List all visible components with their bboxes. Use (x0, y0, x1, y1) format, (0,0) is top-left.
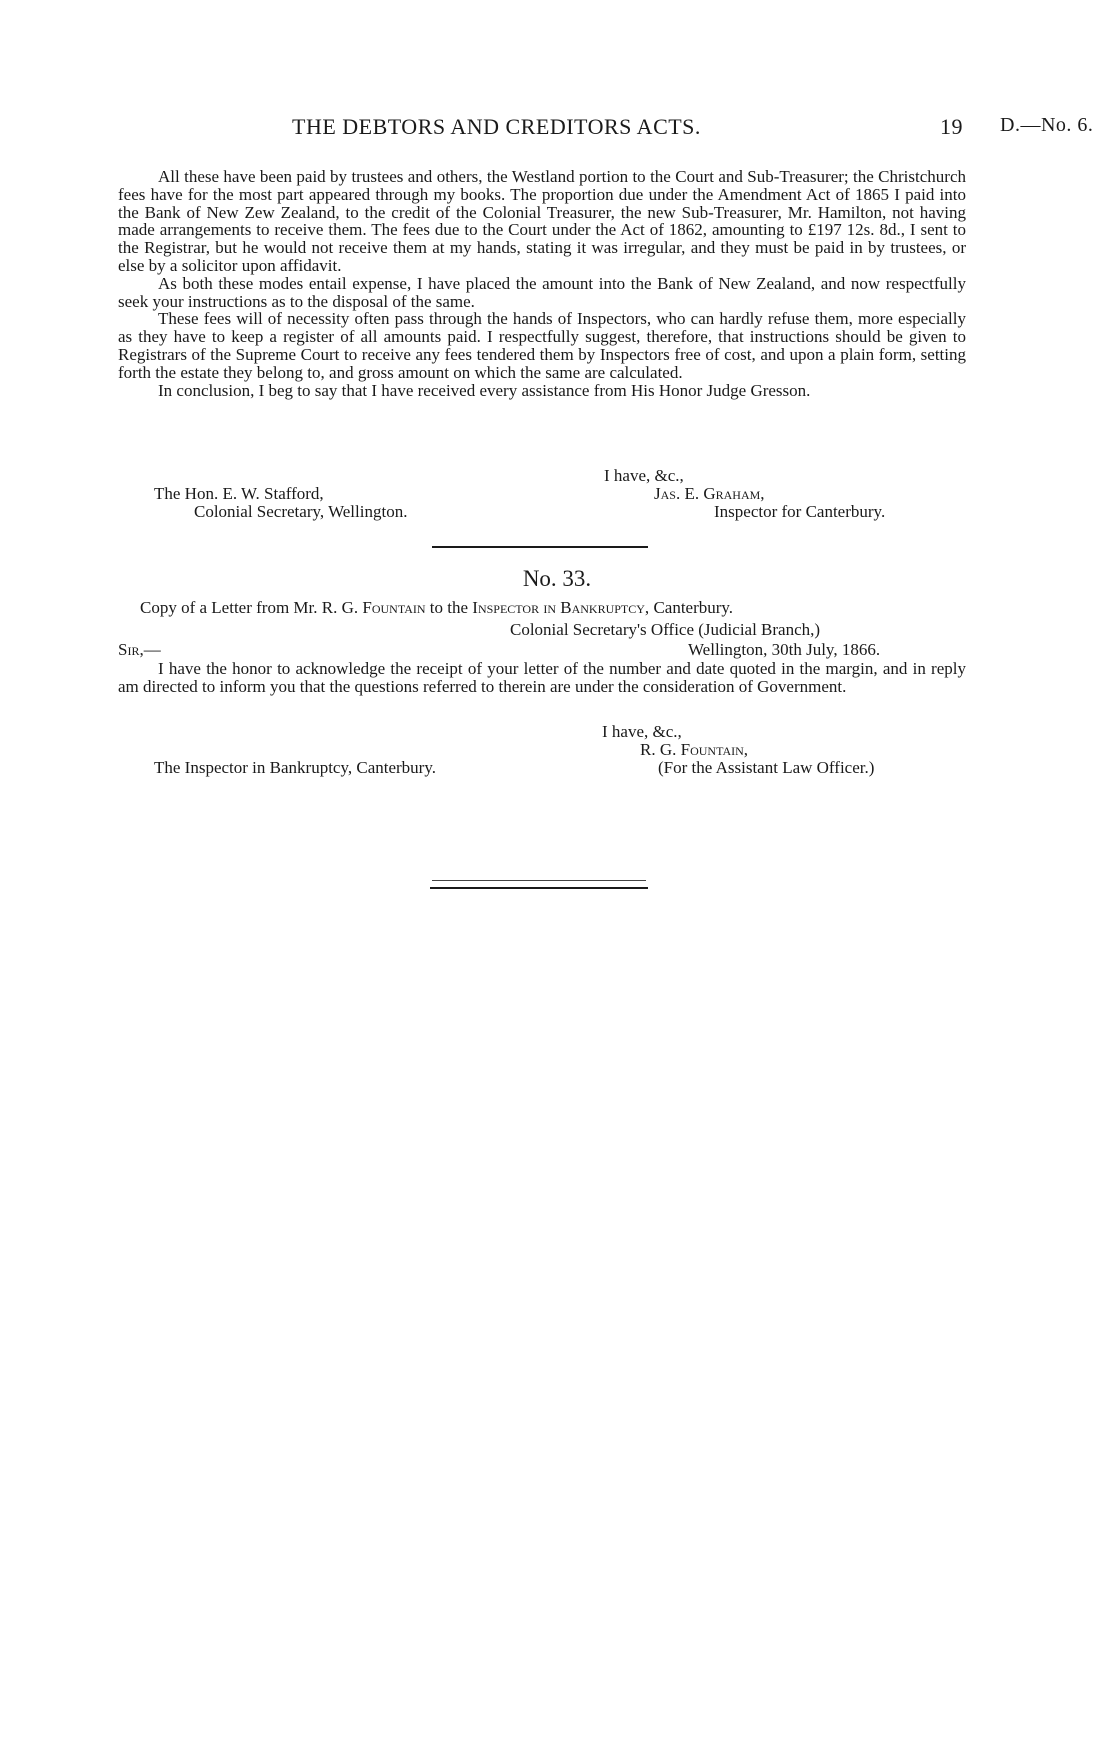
section-divider (432, 546, 648, 548)
page-number: 19 (940, 114, 963, 139)
paragraph: In conclusion, I beg to say that I have received every assistance from His Honor Judge Gresson. (158, 380, 811, 400)
letter-1-body (118, 168, 966, 399)
end-divider-thick (430, 887, 648, 889)
end-divider-thin (432, 880, 646, 881)
signatory (654, 484, 765, 504)
closing-line: I have, &c., (604, 466, 684, 485)
letter-subheading (140, 598, 733, 618)
paragraph: These fees will of necessity often pass through the hands of Inspectors, who can hardly refuse them, more especially as they have to keep a register of all amounts paid. I respectfully suggest, therefore, that instructions should be given to Registrars of the Supreme Court to receive any fees tendered them by Inspectors free of cost, and upon a plain form, setting forth the estate they belong to, and gross amount on which the same are calculated. (118, 309, 966, 382)
paragraph: I have the honor to acknowledge the receipt of your letter of the number and date quoted in the margin, and in reply am directed to inform you that the questions referred to therein are under the consideration of Government. (118, 659, 966, 696)
date-line: Wellington, 30th July, 1866. (688, 640, 881, 659)
letter-2-body (118, 660, 966, 696)
office-line: Colonial Secretary's Office (Judicial Branch,) (510, 620, 821, 639)
subheading-prefix: Copy of a Letter from Mr. R. G. (140, 598, 359, 617)
closing-line: I have, &c., (602, 722, 682, 741)
letter-number-heading: No. 33. (522, 566, 592, 591)
subheading-to-word: to the (429, 598, 469, 617)
subheading-place: Canterbury. (653, 598, 734, 617)
paragraph: All these have been paid by trustees and others, the Westland portion to the Court and Sub-Treasurer; the Christchurch fees have for the most part appeared through my books. The proportion due under the Amendment Act of 1865 I paid into the Bank of New Zew Zealand, to the credit of the Colonial Treasurer, the new Sub-Treasurer, Mr. Hamilton, not having made arrangements to receive them. The fees due to the Court under the Act of 1862, amounting to £197 12s. 8d., I sent to the Registrar, but he would not receive them at my hands, stating it was irregular, and they must be paid in by trustees, or else by a solicitor upon affidavit. (118, 167, 966, 275)
addressee: The Hon. E. W. Stafford, (154, 484, 324, 503)
signatory-title: Inspector for Canterbury. (714, 502, 886, 521)
signatory-name: Jas. E. Graham, (654, 484, 765, 503)
running-title: THE DEBTORS AND CREDITORS ACTS. (292, 114, 701, 139)
salutation: Sir,— (118, 640, 161, 659)
signatory-note: (For the Assistant Law Officer.) (658, 758, 875, 777)
signatory (640, 740, 748, 760)
subheading-from: Fountain (362, 598, 426, 617)
paragraph: As both these modes entail expense, I have placed the amount into the Bank of New Zealand, and now respectfully seek your instructions as to the disposal of the same. (118, 273, 966, 311)
document-reference: D.—No. 6. (1000, 114, 1094, 136)
signatory-name: R. G. Fountain, (640, 740, 749, 759)
addressee-title: Colonial Secretary, Wellington. (194, 502, 408, 521)
subheading-to: Inspector in Bankruptcy, (472, 598, 650, 617)
addressee: The Inspector in Bankruptcy, Canterbury. (154, 758, 436, 777)
